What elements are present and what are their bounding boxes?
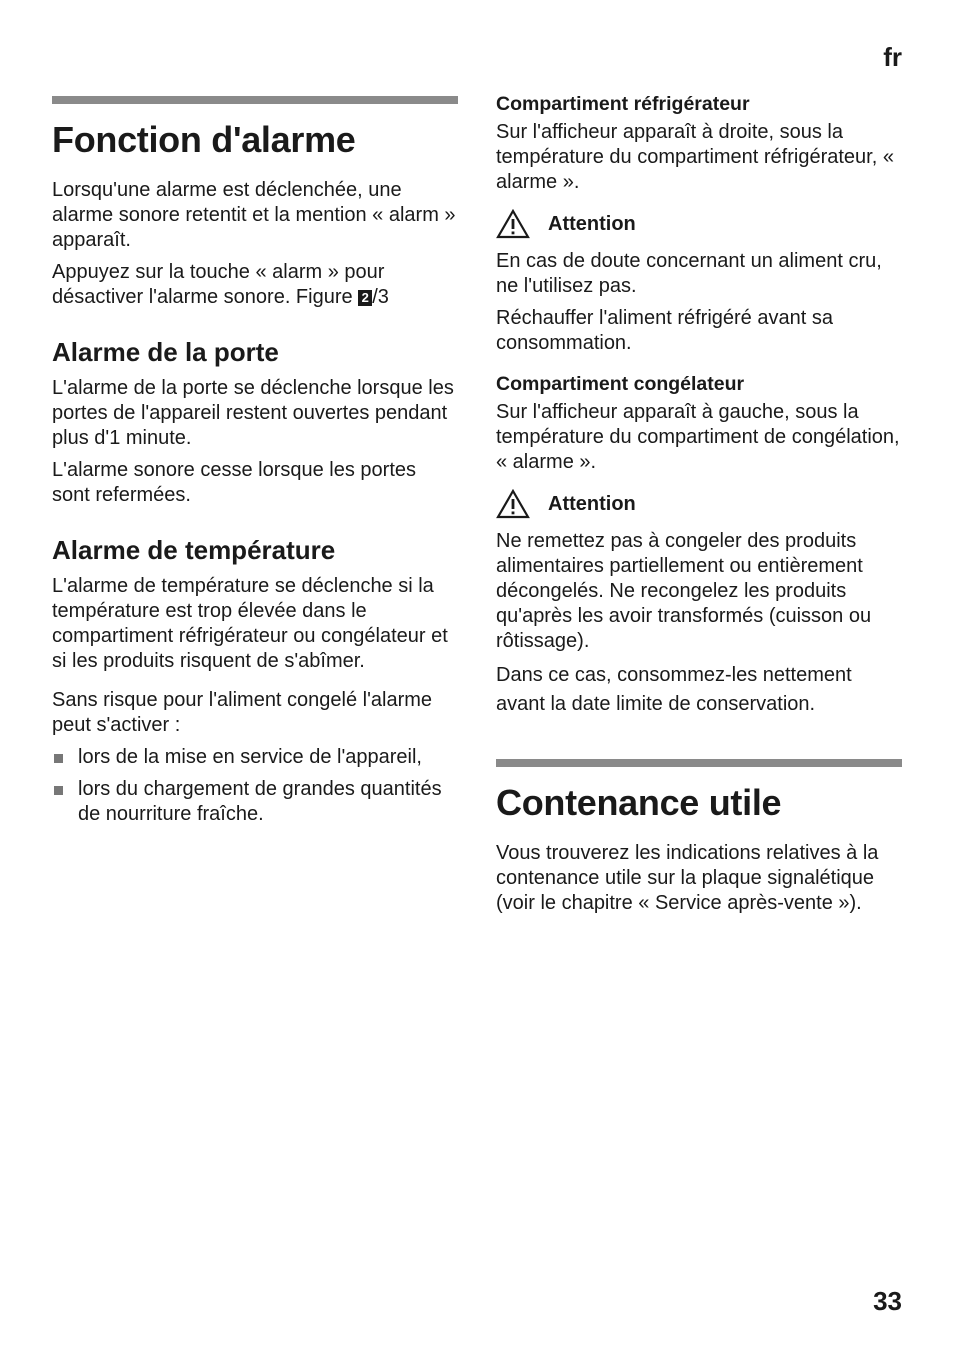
attention-label: Attention bbox=[548, 212, 636, 235]
fridge-paragraph-3: Réchauffer l'aliment réfrigéré avant sa consommation. bbox=[496, 307, 833, 354]
heading-freezer-compartment: Compartiment congélateur bbox=[496, 373, 745, 395]
warning-triangle-icon bbox=[496, 209, 530, 239]
attention-notice bbox=[496, 489, 902, 519]
temperature-alarm-paragraph-1: L'alarme de température se déclenche si la température est trop élevée dans le compartiment réfrigérateur ou congélateur et si les produits risquent de s'abîmer. bbox=[52, 575, 448, 672]
freezer-paragraph-1: Sur l'afficheur apparaît à gauche, sous la température du compartiment de congélation, « alarme ». bbox=[496, 401, 900, 473]
heading-temperature-alarm: Alarme de température bbox=[52, 535, 336, 565]
section-divider bbox=[52, 96, 458, 104]
language-code: fr bbox=[883, 42, 902, 72]
section-title-capacity: Contenance utile bbox=[496, 782, 782, 823]
section-title-alarm-function: Fonction d'alarme bbox=[52, 119, 356, 160]
door-alarm-paragraph-1: L'alarme de la porte se déclenche lorsque les portes de l'appareil restent ouvertes pendant plus d'1 minute. bbox=[52, 377, 454, 449]
freezer-paragraph-2: Ne remettez pas à congeler des produits alimentaires partiellement ou entièrement décongelés. Ne recongelez les produits qu'après les avoir transformés (cuisson ou rôtissage). bbox=[496, 530, 872, 652]
fridge-paragraph-1: Sur l'afficheur apparaît à droite, sous la température du compartiment réfrigérateur, « alarme ». bbox=[496, 121, 894, 193]
bullet-square-icon bbox=[54, 786, 63, 795]
right-column bbox=[496, 93, 902, 923]
list-item: lors du chargement de grandes quantités de nourriture fraîche. bbox=[52, 777, 458, 827]
freezer-paragraph-3: Dans ce cas, consommez-les nettement avant la date limite de conservation. bbox=[496, 664, 852, 715]
attention-label: Attention bbox=[548, 492, 636, 515]
attention-notice bbox=[496, 209, 902, 239]
heading-door-alarm: Alarme de la porte bbox=[52, 337, 279, 367]
warning-triangle-icon bbox=[496, 489, 530, 519]
intro-text: Appuyez sur la touche « alarm » pour désactiver l'alarme sonore. Figure bbox=[52, 261, 385, 308]
left-column bbox=[52, 96, 458, 834]
list-item: lors de la mise en service de l'appareil, bbox=[52, 745, 458, 770]
figure-suffix: /3 bbox=[372, 286, 389, 308]
section-divider bbox=[496, 759, 902, 767]
capacity-paragraph: Vous trouverez les indications relatives à la contenance utile sur la plaque signalétique (voir le chapitre « Service après-vente »). bbox=[496, 842, 879, 914]
fridge-paragraph-2: En cas de doute concernant un aliment cru, ne l'utilisez pas. bbox=[496, 250, 882, 297]
temperature-alarm-paragraph-2: Sans risque pour l'aliment congelé l'alarme peut s'activer : bbox=[52, 689, 433, 736]
figure-number-badge: 2 bbox=[358, 290, 372, 306]
heading-fridge-compartment: Compartiment réfrigérateur bbox=[496, 93, 750, 115]
intro-paragraph-figure bbox=[52, 260, 458, 310]
page-number: 33 bbox=[873, 1286, 902, 1316]
bullet-list bbox=[52, 745, 458, 827]
door-alarm-paragraph-2: L'alarme sonore cesse lorsque les portes sont refermées. bbox=[52, 459, 417, 506]
bullet-square-icon bbox=[54, 754, 63, 763]
intro-paragraph: Lorsqu'une alarme est déclenchée, une alarme sonore retentit et la mention « alarm » apparaît. bbox=[52, 179, 456, 251]
